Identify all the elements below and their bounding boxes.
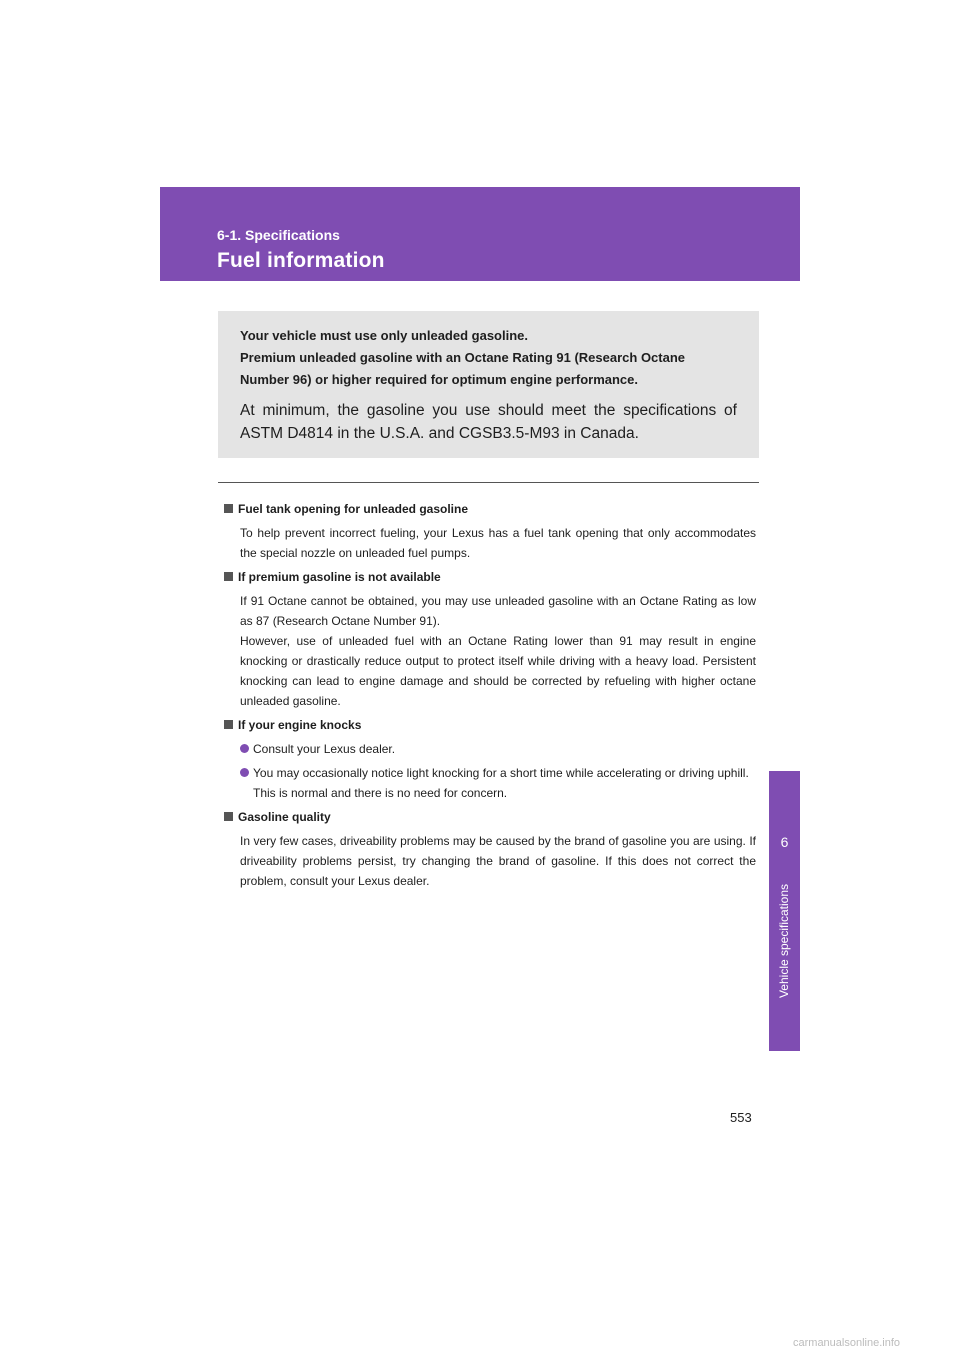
page-number: 553 [730,1110,752,1125]
item-text: In very few cases, driveability problems may be caused by the brand of gasoline you are using. If driveability problems persist, try changing the brand of gasoline. If this does not correct the problem, consult your Lexus dealer. [240,834,756,888]
divider [218,482,759,483]
notice-line-unleaded: Your vehicle must use only unleaded gasoline. [240,328,528,343]
notice-line-premium: Premium unleaded gasoline with an Octane Rating 91 (Research Octane Number 96) or higher required for optimum engine performance. [240,350,686,387]
item-text: To help prevent incorrect fueling, your Lexus has a fuel tank opening that only accommodates the special nozzle on unleaded fuel pumps. [240,526,756,560]
watermark: carmanualsonline.info [793,1337,901,1349]
item-heading: If premium gasoline is not available [224,567,756,587]
fuel-notice-box [218,311,759,458]
list-item: You may occasionally notice light knocking for a short time while accelerating or driving uphill. This is normal and there is no need for concern. [240,763,756,803]
round-bullet-icon [240,768,249,777]
list-item: Consult your Lexus dealer. [240,739,756,759]
item-heading: Fuel tank opening for unleaded gasoline [224,499,756,519]
section-header [160,187,800,281]
chapter-tab[interactable] [769,771,800,1051]
round-bullet-icon [240,744,249,753]
square-bullet-icon [224,720,233,729]
item-heading: Gasoline quality [224,807,756,827]
square-bullet-icon [224,812,233,821]
square-bullet-icon [224,572,233,581]
chapter-number: 6 [780,834,789,850]
content-body [224,499,756,895]
page-title: Fuel information [217,249,385,272]
item-heading: If your engine knocks [224,715,756,735]
item-text: If 91 Octane cannot be obtained, you may use unleaded gasoline with an Octane Rating as low as 87 (Research Octane Number 91). However, use of unleaded fuel with an Octane Rating lower than 91 may result in engine knocking or drastically reduce output to protect itself while driving with a heavy load. Persistent knocking can lead to engine damage and should be corrected by refueling with higher octane unleaded gasoline. [240,594,756,708]
chapter-name: Vehicle specifications [777,883,791,999]
section-label: 6-1. Specifications [217,227,340,243]
square-bullet-icon [224,504,233,513]
notice-line-specifications: At minimum, the gasoline you use should meet the specifications of ASTM D4814 in the U.S.A. and CGSB3.5-M93 in Canada. [240,402,737,442]
